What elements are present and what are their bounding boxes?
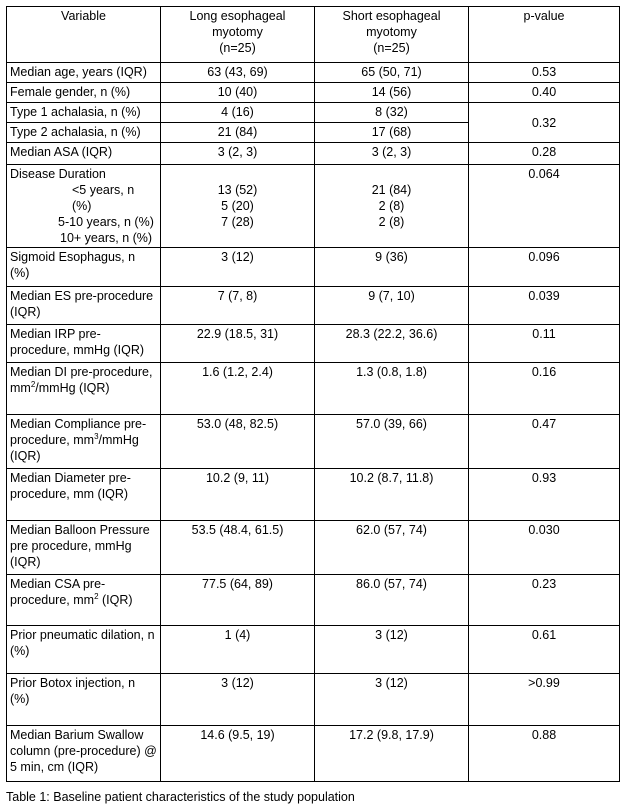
short-value: 3 (2, 3) xyxy=(315,143,469,165)
p-value: 0.61 xyxy=(469,626,620,674)
table-row xyxy=(7,363,620,415)
p-value: 0.88 xyxy=(469,726,620,782)
header-p-value: p-value xyxy=(469,7,620,63)
short-value: 3 (12) xyxy=(315,674,469,726)
table-row xyxy=(7,325,620,363)
short-value: 14 (56) xyxy=(315,83,469,103)
table-row xyxy=(7,103,620,123)
row-label: Median ASA (IQR) xyxy=(7,143,161,165)
header-short-myotomy: Short esophageal myotomy (n=25) xyxy=(315,7,469,63)
long-value: 53.0 (48, 82.5) xyxy=(161,415,315,469)
short-value: 28.3 (22.2, 36.6) xyxy=(315,325,469,363)
row-label: Median IRP pre-procedure, mmHg (IQR) xyxy=(7,325,161,363)
long-value: 1 (4) xyxy=(161,626,315,674)
header-row xyxy=(7,7,620,63)
short-value: 86.0 (57, 74) xyxy=(315,575,469,626)
table-row xyxy=(7,165,620,248)
table-row xyxy=(7,63,620,83)
long-value: 4 (16) xyxy=(161,103,315,123)
baseline-characteristics-table xyxy=(6,6,620,782)
p-value: 0.40 xyxy=(469,83,620,103)
long-value: 13 (52) 5 (20) 7 (28) xyxy=(161,165,315,248)
row-label: Median Diameter pre-procedure, mm (IQR) xyxy=(7,469,161,521)
short-value: 1.3 (0.8, 1.8) xyxy=(315,363,469,415)
short-value: 9 (36) xyxy=(315,248,469,287)
row-label: Prior pneumatic dilation, n (%) xyxy=(7,626,161,674)
long-value: 14.6 (9.5, 19) xyxy=(161,726,315,782)
short-value: 57.0 (39, 66) xyxy=(315,415,469,469)
short-value: 21 (84) 2 (8) 2 (8) xyxy=(315,165,469,248)
p-value: 0.53 xyxy=(469,63,620,83)
long-value: 63 (43, 69) xyxy=(161,63,315,83)
p-value: 0.47 xyxy=(469,415,620,469)
table-row xyxy=(7,287,620,325)
long-value: 22.9 (18.5, 31) xyxy=(161,325,315,363)
p-value: 0.93 xyxy=(469,469,620,521)
long-value: 3 (12) xyxy=(161,674,315,726)
short-value: 65 (50, 71) xyxy=(315,63,469,83)
p-value: 0.16 xyxy=(469,363,620,415)
long-value: 1.6 (1.2, 2.4) xyxy=(161,363,315,415)
short-value: 8 (32) xyxy=(315,103,469,123)
long-value: 7 (7, 8) xyxy=(161,287,315,325)
long-value: 21 (84) xyxy=(161,123,315,143)
long-value: 3 (12) xyxy=(161,248,315,287)
table-caption: Table 1: Baseline patient characteristics of the study population xyxy=(6,790,355,804)
header-variable: Variable xyxy=(7,7,161,63)
table-row xyxy=(7,83,620,103)
table-row xyxy=(7,469,620,521)
short-value: 3 (12) xyxy=(315,626,469,674)
long-value: 10 (40) xyxy=(161,83,315,103)
row-label: Median CSA pre-procedure, $mm^2$ (IQR) xyxy=(7,575,161,626)
row-label: Type 1 achalasia, n (%) xyxy=(7,103,161,123)
short-value: 9 (7, 10) xyxy=(315,287,469,325)
table-row xyxy=(7,626,620,674)
table-row xyxy=(7,521,620,575)
long-value: 77.5 (64, 89) xyxy=(161,575,315,626)
table-row xyxy=(7,248,620,287)
short-value: 62.0 (57, 74) xyxy=(315,521,469,575)
long-value: 10.2 (9, 11) xyxy=(161,469,315,521)
long-value: 3 (2, 3) xyxy=(161,143,315,165)
p-value: 0.28 xyxy=(469,143,620,165)
p-value: 0.096 xyxy=(469,248,620,287)
row-label: Median Compliance pre-procedure, $mm^3$/mmHg (IQR) xyxy=(7,415,161,469)
p-value: 0.32 xyxy=(469,103,620,143)
row-label: Median DI pre-procedure, $mm^2$/mmHg (IQR) xyxy=(7,363,161,415)
short-value: 17.2 (9.8, 17.9) xyxy=(315,726,469,782)
row-label: Sigmoid Esophagus, n (%) xyxy=(7,248,161,287)
short-value: 17 (68) xyxy=(315,123,469,143)
table-row xyxy=(7,143,620,165)
p-value: >0.99 xyxy=(469,674,620,726)
p-value: 0.039 xyxy=(469,287,620,325)
row-label: Type 2 achalasia, n (%) xyxy=(7,123,161,143)
long-value: 53.5 (48.4, 61.5) xyxy=(161,521,315,575)
row-label: Median ES pre-procedure (IQR) xyxy=(7,287,161,325)
table-row xyxy=(7,415,620,469)
p-value: 0.23 xyxy=(469,575,620,626)
row-label: Disease Duration <5 years, n (%) 5-10 years, n (%) 10+ years, n (%) xyxy=(7,165,161,248)
row-label: Median Balloon Pressure pre procedure, mmHg (IQR) xyxy=(7,521,161,575)
p-value: 0.11 xyxy=(469,325,620,363)
row-label: Female gender, n (%) xyxy=(7,83,161,103)
header-long-myotomy: Long esophageal myotomy (n=25) xyxy=(161,7,315,63)
p-value: 0.030 xyxy=(469,521,620,575)
short-value: 10.2 (8.7, 11.8) xyxy=(315,469,469,521)
table-row xyxy=(7,674,620,726)
p-value: 0.064 xyxy=(469,165,620,248)
row-label: Median age, years (IQR) xyxy=(7,63,161,83)
row-label: Prior Botox injection, n (%) xyxy=(7,674,161,726)
table-row xyxy=(7,726,620,782)
table-row xyxy=(7,575,620,626)
row-label: Median Barium Swallow column (pre-procedure) @ 5 min, cm (IQR) xyxy=(7,726,161,782)
